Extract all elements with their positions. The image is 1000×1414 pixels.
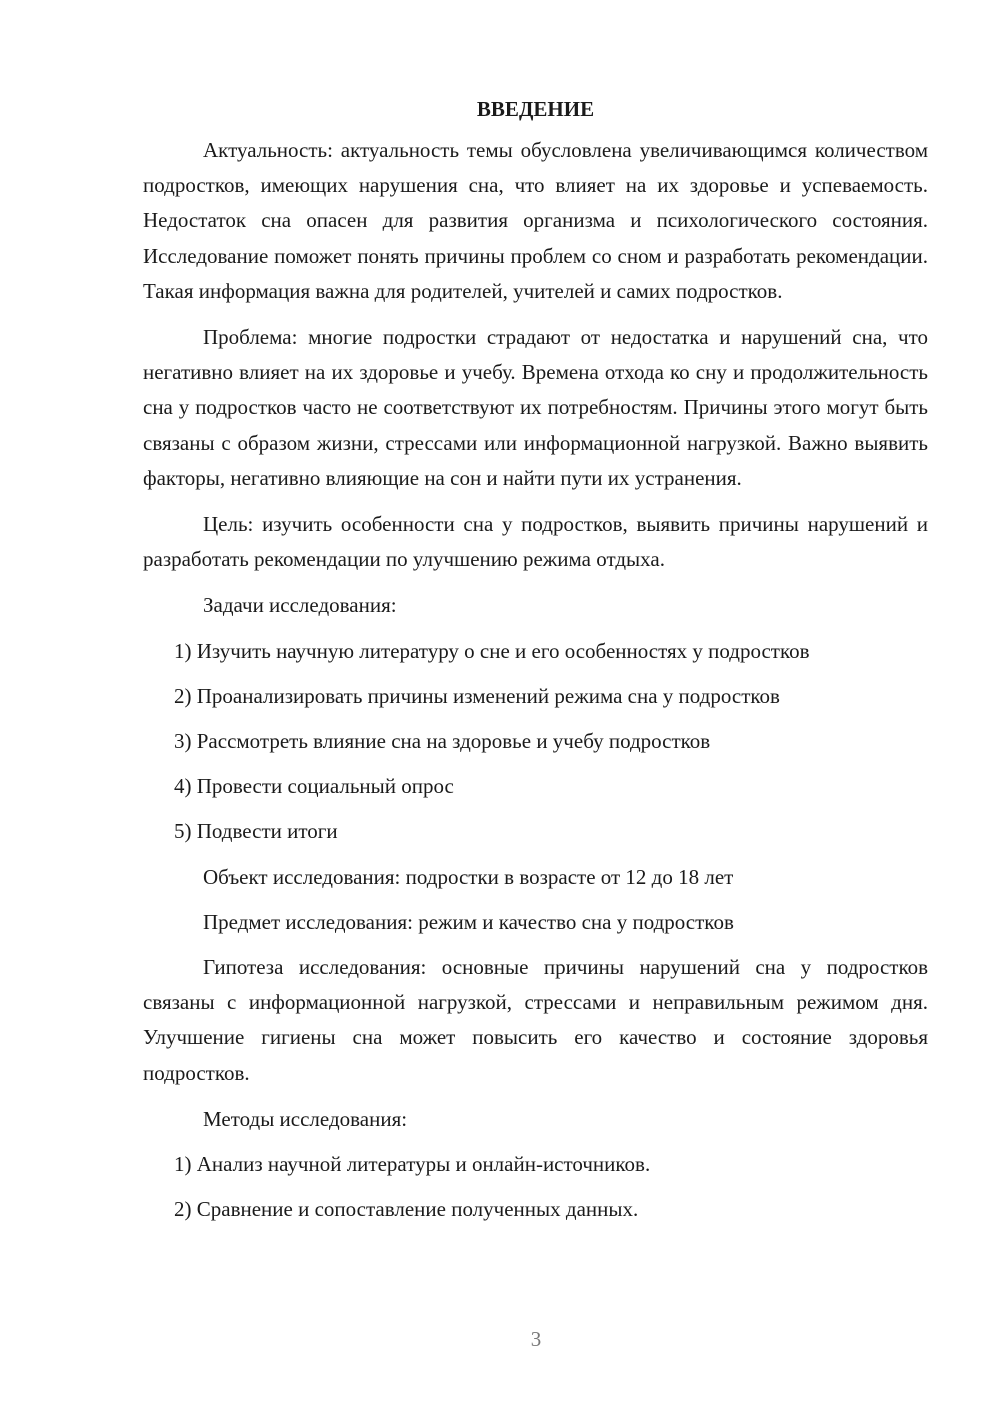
problem-paragraph: Проблема: многие подростки страдают от недостатка и нарушений сна, что негативно влияет на их здоровье и учебу. Времена отхода ко сну и продолжительность сна у подростков часто не соответствуют их потребностям. Причины этого могут быть связаны с образом жизни, стрессами или информационной нагрузкой. Важно выявить факторы, негативно влияющие на сон и найти пути их устранения.	[143, 325, 928, 490]
methods-list	[143, 1147, 928, 1227]
goal-paragraph: Цель: изучить особенности сна у подростков, выявить причины нарушений и разработать рекомендации по улучшению режима отдыха.	[143, 512, 928, 572]
list-item: 4) Провести социальный опрос	[174, 774, 454, 799]
section-title: ВВЕДЕНИЕ	[476, 97, 595, 121]
list-item: 1) Изучить научную литературу о сне и его особенностях у подростков	[174, 638, 810, 663]
list-item: 1) Анализ научной литературы и онлайн-источников.	[174, 1152, 651, 1177]
tasks-heading: Задачи исследования:	[203, 593, 397, 618]
list-item: 3) Рассмотреть влияние сна на здоровье и учебу подростков	[174, 729, 711, 754]
tasks-list	[143, 634, 928, 850]
list-item: 2) Сравнение и сопоставление полученных данных.	[174, 1197, 639, 1222]
document-body	[143, 96, 928, 1237]
methods-heading: Методы исследования:	[203, 1106, 408, 1131]
list-item: 2) Проанализировать причины изменений режима сна у подростков	[174, 683, 780, 708]
list-item: 5) Подвести итоги	[174, 819, 338, 844]
object-line: Объект исследования: подростки в возрасте от 12 до 18 лет	[203, 864, 734, 889]
hypothesis-paragraph: Гипотеза исследования: основные причины нарушений сна у подростков связаны с информационной нагрузкой, стрессами и неправильным режимом дня. Улучшение гигиены сна может повысить его качество и состояние здоровья подростков.	[143, 955, 928, 1085]
page-number: 3	[530, 1327, 542, 1351]
subject-line: Предмет исследования: режим и качество сна у подростков	[203, 909, 734, 934]
relevance-paragraph: Актуальность: актуальность темы обусловлена увеличивающимся количеством подростков, имеющих нарушения сна, что влияет на их здоровье и успеваемость. Недостаток сна опасен для развития организма и психологического состояния. Исследование поможет понять причины проблем со сном и разработать рекомендации. Такая информация важна для родителей, учителей и самих подростков.	[143, 138, 928, 303]
